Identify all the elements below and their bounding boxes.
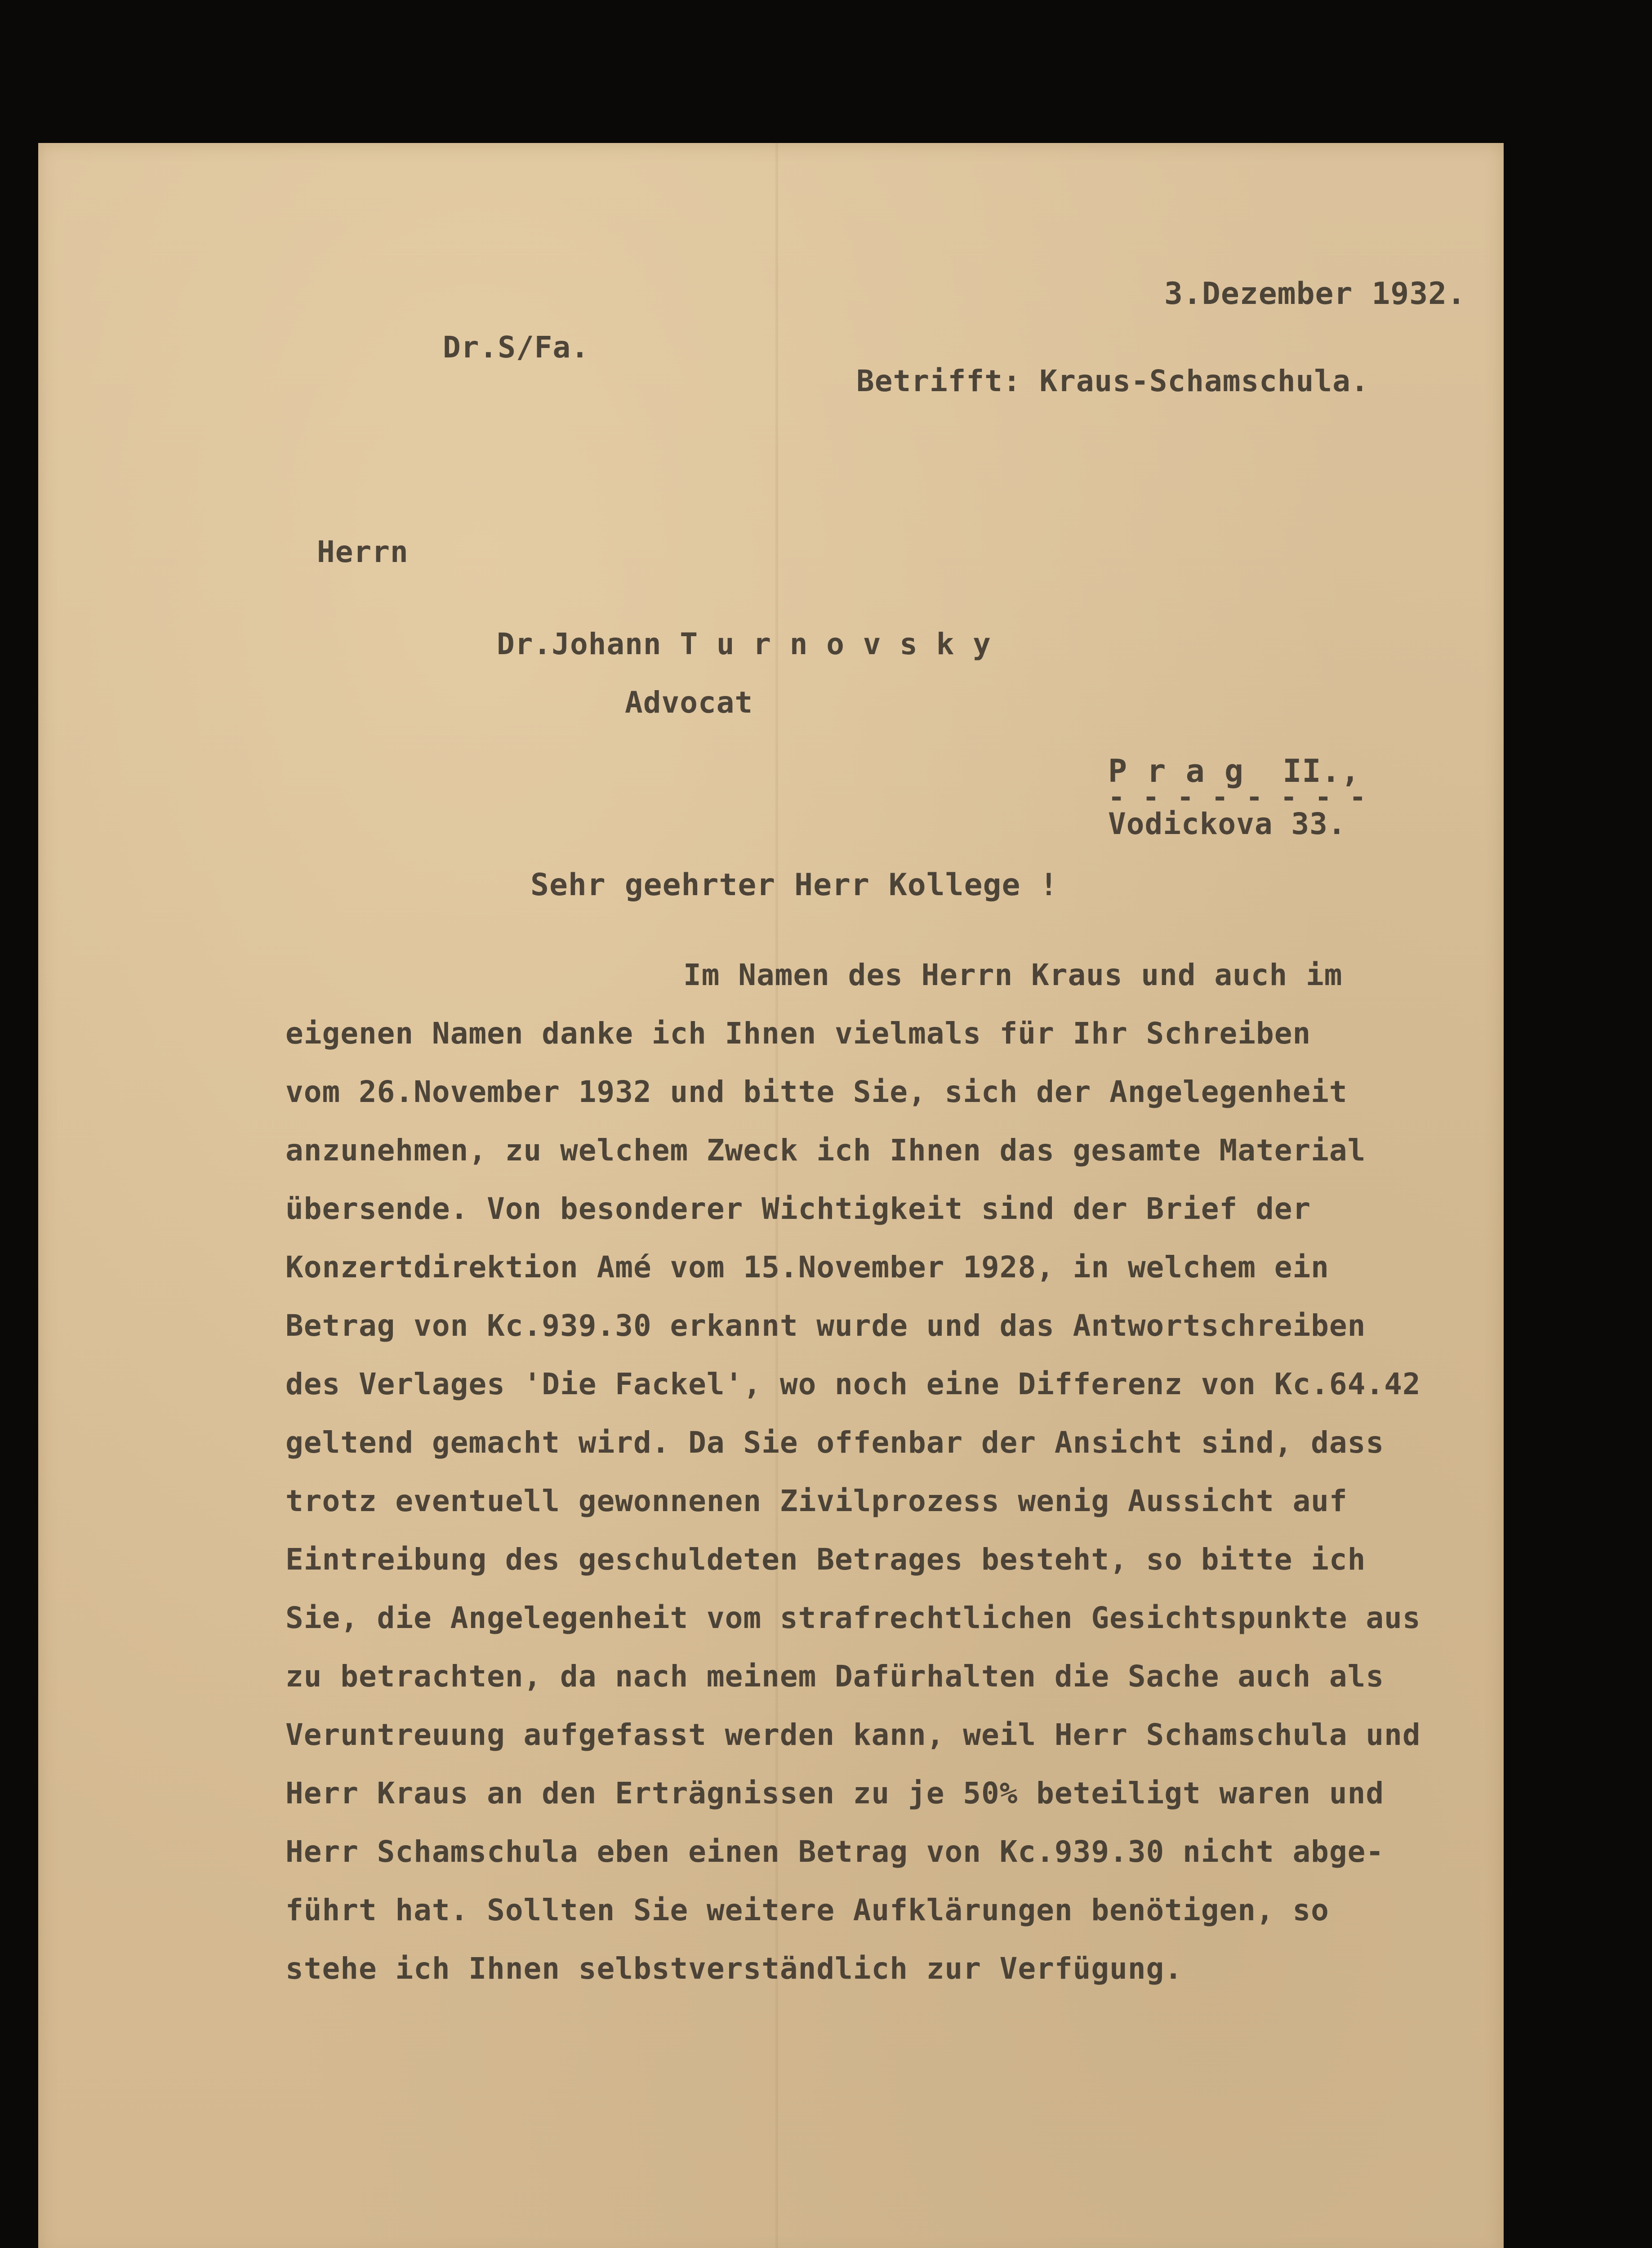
body-line: stehe ich Ihnen selbstverständlich zur Verfügung. [285,1951,1183,1986]
body-line: geltend gemacht wird. Da Sie offenbar der Ansicht sind, dass [285,1425,1385,1460]
body-line: eigenen Namen danke ich Ihnen vielmals für Ihr Schreiben [285,1016,1311,1051]
body-line: Eintreibung des geschuldeten Betrages besteht, so bitte ich [285,1542,1366,1577]
body-line: führt hat. Sollten Sie weitere Aufklärungen benötigen, so [285,1893,1329,1927]
greeting: Sehr geehrter Herr Kollege ! [530,867,1059,903]
body-line: trotz eventuell gewonnenen Zivilprozess wenig Aussicht auf [285,1484,1348,1518]
body-line: Herr Schamschula eben einen Betrag von Kc.939.30 nicht abge- [285,1834,1385,1869]
reference-code: Dr.S/Fa. [443,330,589,365]
subject-line: Betrifft: Kraus-Schamschula. [856,364,1369,398]
body-line: Konzertdirektion Amé vom 15.November 1928, in welchem ein [285,1250,1329,1285]
body-line: vom 26.November 1932 und bitte Sie, sich der Angelegenheit [285,1075,1348,1109]
body-line: Sie, die Angelegenheit vom strafrechtlichen Gesichtspunkte aus [285,1601,1421,1635]
recipient-city: P r a g II., [1108,753,1360,789]
body-line: des Verlages 'Die Fackel', wo noch eine Differenz von Kc.64.42 [285,1367,1421,1401]
body-line: zu betrachten, da nach meinem Dafürhalten die Sache auch als [285,1659,1385,1694]
recipient-name: Dr.Johann T u r n o v s k y [497,627,991,661]
recipient-city-underline: - - - - - - - - [1108,781,1367,813]
recipient-profession: Advocat [625,685,753,720]
recipient-street: Vodickova 33. [1108,807,1346,841]
body-line: Veruntreuung aufgefasst werden kann, weil Herr Schamschula und [285,1717,1421,1752]
body-line: anzunehmen, zu welchem Zweck ich Ihnen das gesamte Material [285,1133,1366,1168]
body-line: Betrag von Kc.939.30 erkannt wurde und das Antwortschreiben [285,1308,1366,1343]
body-line: Im Namen des Herrn Kraus und auch im [683,958,1343,992]
body-line: übersende. Von besonderer Wichtigkeit sind der Brief der [285,1191,1311,1226]
recipient-salutation: Herrn [317,535,409,569]
letter-date: 3.Dezember 1932. [1164,276,1466,312]
body-line: Herr Kraus an den Erträgnissen zu je 50% beteiligt waren und [285,1776,1385,1811]
